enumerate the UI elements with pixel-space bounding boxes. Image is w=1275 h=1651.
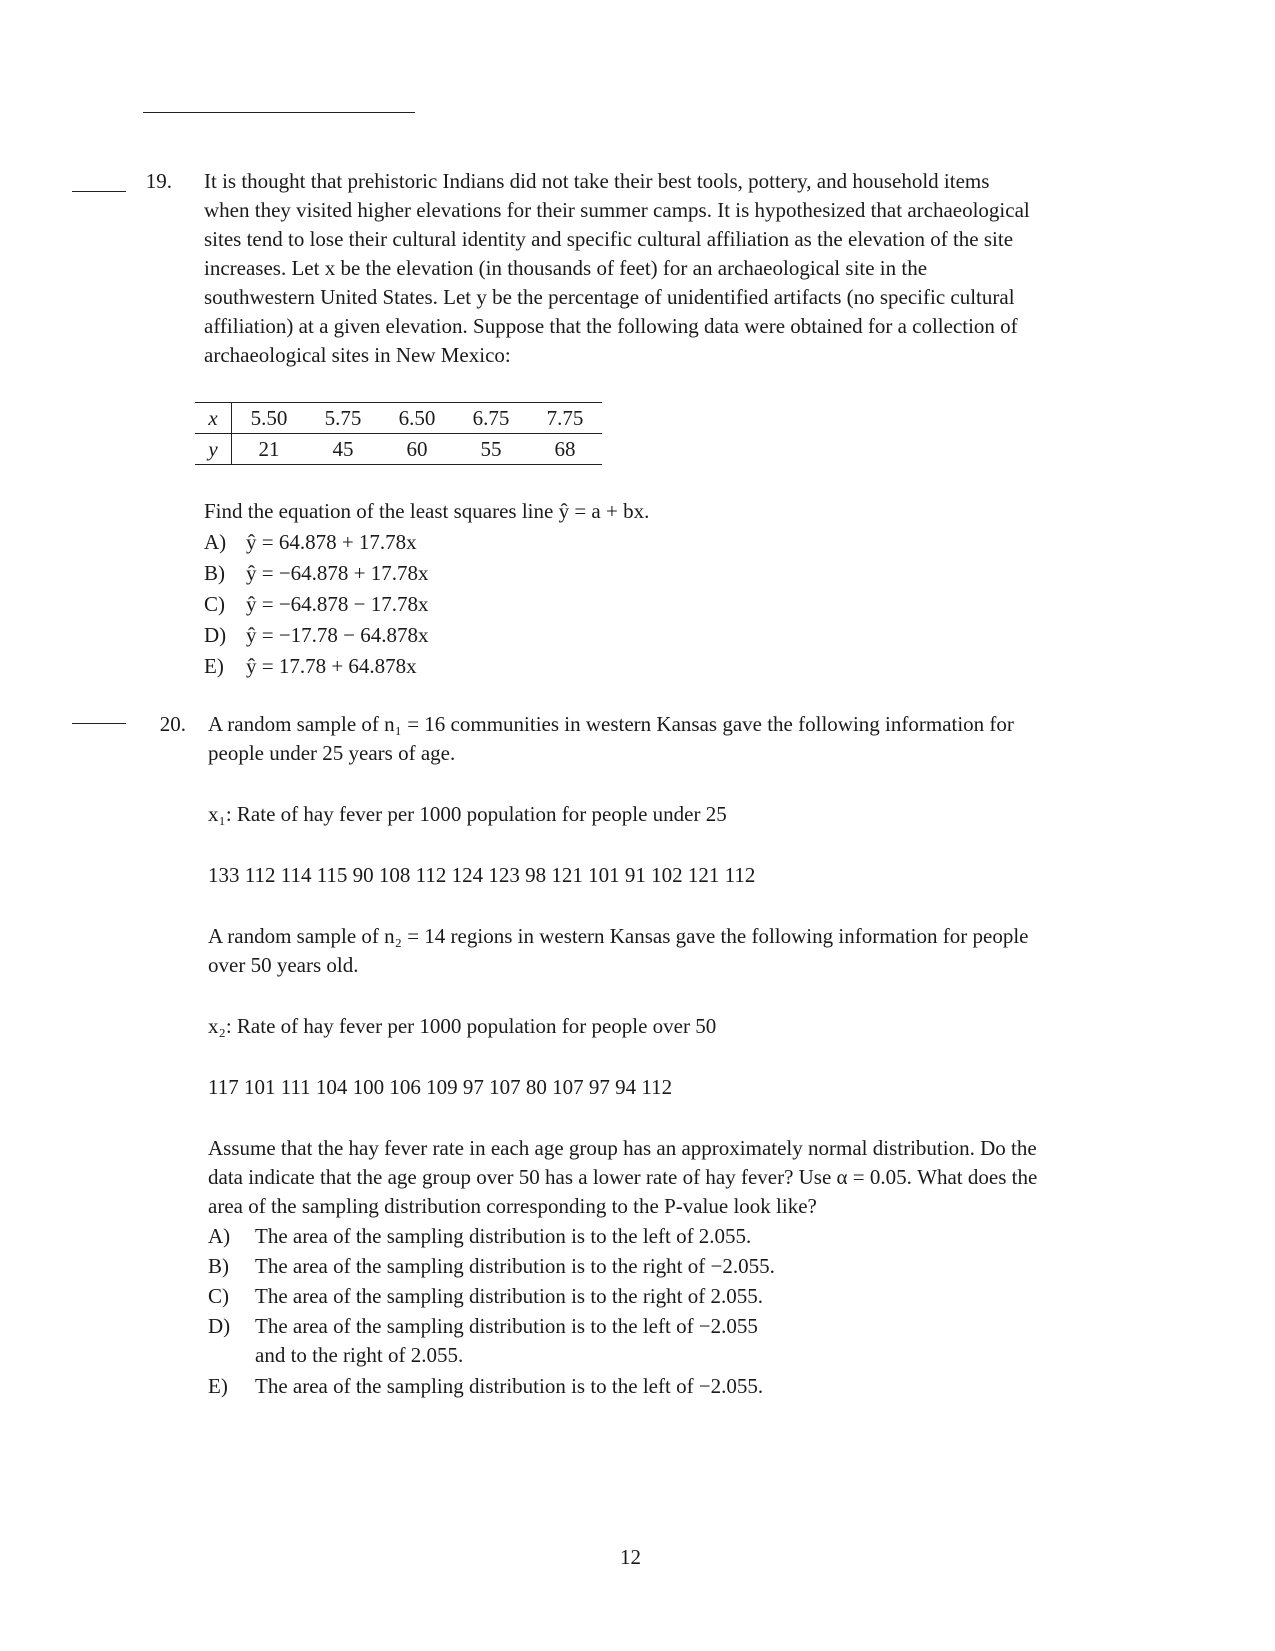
table-row-x [195,403,602,434]
table-cell: 21 [232,434,307,465]
q20-option-text: The area of the sampling distribution is to the left of −2.055. [255,1374,764,1398]
q19-option-text: ŷ = 64.878 + 17.78x [246,530,417,554]
x2-label: x₂: Rate of hay fever per 1000 population for people over 50 [208,1014,717,1038]
q20-question-line-1: Assume that the hay fever rate in each age group has an approximately normal distribution. Do the [208,1136,1037,1160]
x1-label: x₁: Rate of hay fever per 1000 population for people under 25 [208,802,727,826]
table-cell: 6.50 [380,403,454,434]
q19-option-letter[interactable]: C) [204,592,225,616]
q19-option-letter[interactable]: B) [204,561,225,585]
q20-option-text-continued: and to the right of 2.055. [255,1343,464,1367]
q19-option-text: ŷ = −64.878 + 17.78x [246,561,429,585]
table-cell: 68 [528,434,602,465]
q20-intro-line-2: people under 25 years of age. [208,741,456,765]
q19-text-line-2: when they visited higher elevations for their summer camps. It is hypothesized that archaeological [204,198,1030,222]
answer-blank-19[interactable] [72,191,126,192]
table-label-x: x [195,403,232,434]
q19-option-text: ŷ = −64.878 − 17.78x [246,592,429,616]
q20-question-line-2: data indicate that the age group over 50 has a lower rate of hay fever? Use α = 0.05. What does the [208,1165,1038,1189]
q20-option-text: The area of the sampling distribution is to the right of −2.055. [255,1254,775,1278]
x1-data: 133 112 114 115 90 108 112 124 123 98 121 101 91 102 121 112 [208,863,756,887]
q20-option-letter[interactable]: B) [208,1254,229,1278]
answer-blank-20[interactable] [72,723,126,724]
q19-text-line-4: increases. Let x be the elevation (in thousands of feet) for an archaeological site in the [204,256,928,280]
q19-text-line-1: It is thought that prehistoric Indians did not take their best tools, pottery, and household items [204,169,990,193]
q20-option-text: The area of the sampling distribution is to the right of 2.055. [255,1284,763,1308]
q19-option-letter[interactable]: A) [204,530,227,554]
q20-option-letter[interactable]: E) [208,1374,228,1398]
top-rule [143,112,415,113]
table-cell: 6.75 [454,403,528,434]
data-table [195,402,602,465]
q19-option-text: ŷ = 17.78 + 64.878x [246,654,417,678]
q19-option-text: ŷ = −17.78 − 64.878x [246,623,429,647]
table-row-y [195,434,602,465]
q20-intro2-line-2: over 50 years old. [208,953,359,977]
q20-option-letter[interactable]: A) [208,1224,231,1248]
q19-text-line-3: sites tend to lose their cultural identity and specific cultural affiliation as the elevation of the site [204,227,1014,251]
q20-option-letter[interactable]: C) [208,1284,229,1308]
q19-option-letter[interactable]: D) [204,623,227,647]
q19-text-line-6: affiliation) at a given elevation. Suppose that the following data were obtained for a collection of [204,314,1018,338]
table-cell: 60 [380,434,454,465]
table-label-y: y [195,434,232,465]
page-number: 12 [620,1545,641,1569]
q20-question-line-3: area of the sampling distribution corresponding to the P-value look like? [208,1194,817,1218]
q19-option-letter[interactable]: E) [204,654,224,678]
q19-prompt: Find the equation of the least squares line ŷ = a + bx. [204,499,650,523]
q20-option-text: The area of the sampling distribution is to the left of −2.055 [255,1314,758,1338]
x2-data: 117 101 111 104 100 106 109 97 107 80 107 97 94 112 [208,1075,673,1099]
q20-intro2-line-1: A random sample of n₂ = 14 regions in western Kansas gave the following information for people [208,924,1029,948]
q19-text-line-5: southwestern United States. Let y be the percentage of unidentified artifacts (no specific cultural [204,285,1015,309]
question-number-20: 20. [159,712,186,736]
table-cell: 7.75 [528,403,602,434]
q20-option-letter[interactable]: D) [208,1314,231,1338]
q20-option-text: The area of the sampling distribution is to the left of 2.055. [255,1224,752,1248]
table-cell: 5.50 [232,403,307,434]
table-cell: 5.75 [306,403,380,434]
q19-text-line-7: archaeological sites in New Mexico: [204,343,511,367]
table-cell: 45 [306,434,380,465]
q20-intro-line-1: A random sample of n₁ = 16 communities in western Kansas gave the following information for [208,712,1014,736]
question-number-19: 19. [145,169,172,193]
table-cell: 55 [454,434,528,465]
